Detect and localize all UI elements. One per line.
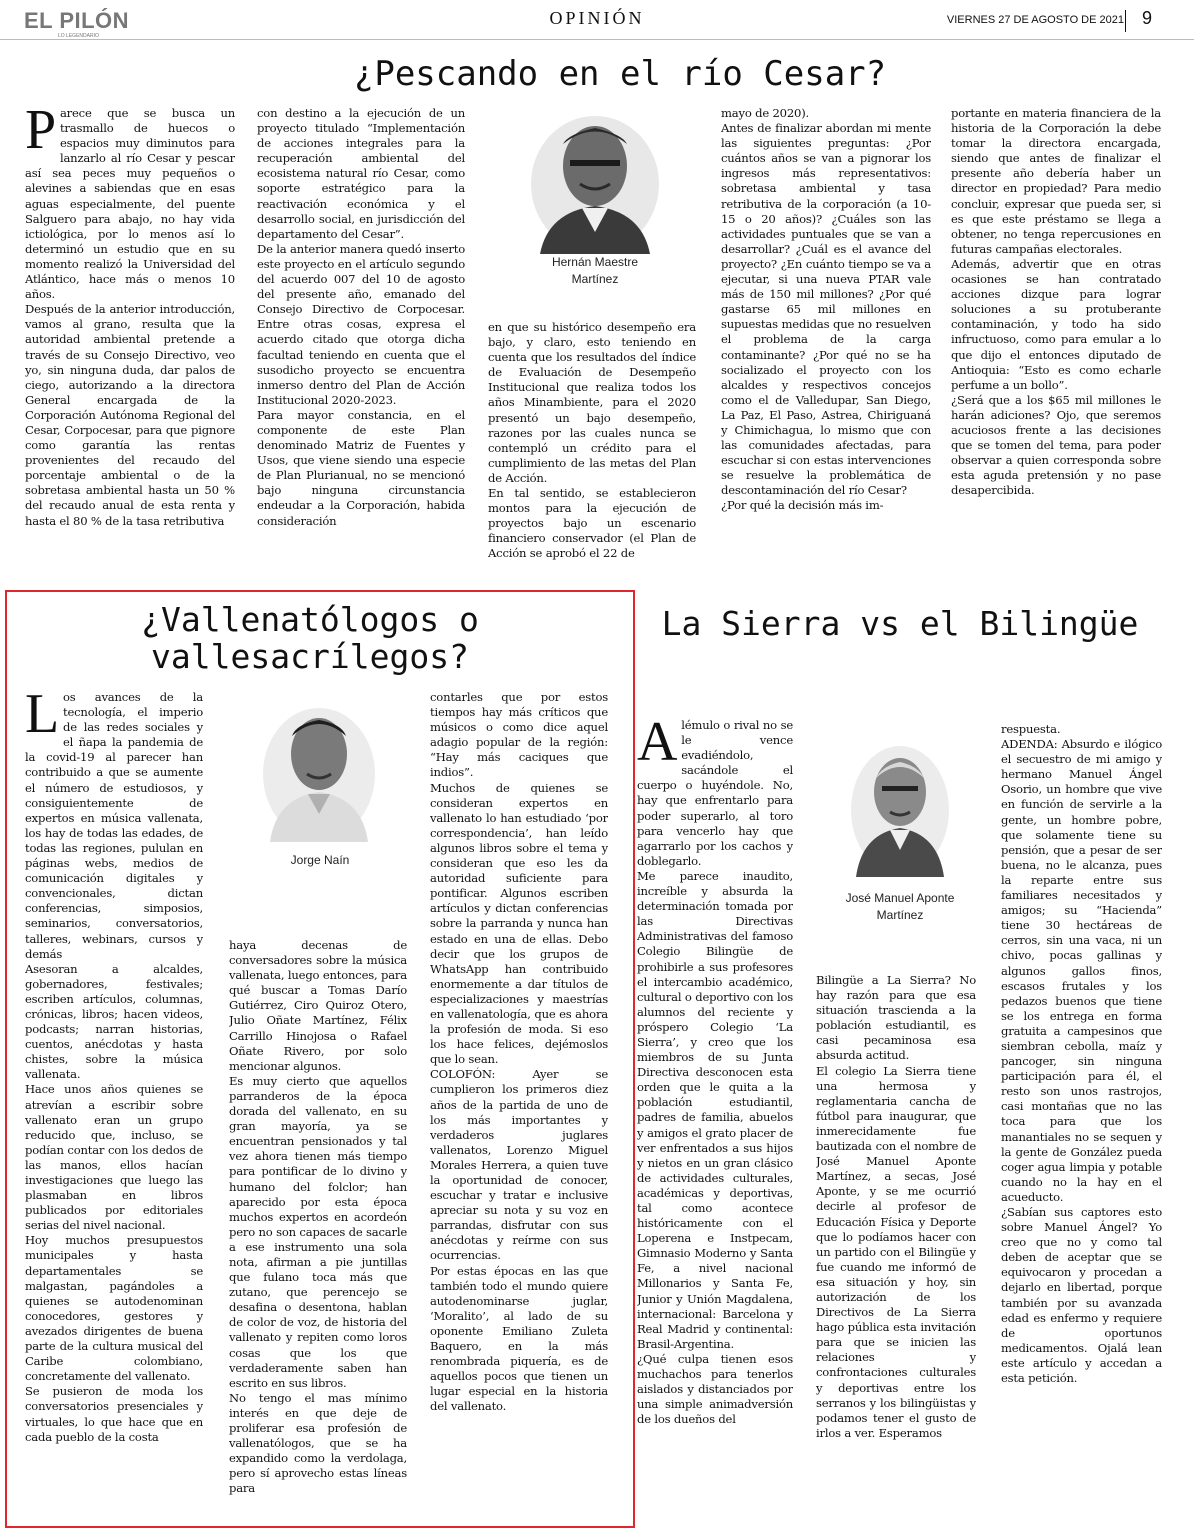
issue-date: VIERNES 27 DE AGOSTO DE 2021 [946,14,1124,26]
article1-body: arece que se busca un trasmallo de huecos o espacios muy diminutos para lanzarlo al río Cesar y pescar así sea peces muy pequeños o alevines a sabiendas que en esas aguas especialmente, del puente Salguero para abajo, no hay vida ictiológica, por lo menos así lo determinó un estudio que en su momento realizó la Universidad del Atlántico, hace más o menos 10 años. Después de la anterior introducción, vamos al grano, resulta que la autoridad ambiental pretende a través de su Consejo Directivo, veo yo, sin ninguna duda, dar palos de ciego, autorizando a la directora General encargada de la Corporación Autónoma Regional del Cesar, Corpocesar, para que pignore como garantía las rentas provenientes del recaudo del porcentaje ambiental o de la sobretasa ambiental hasta un 50 % del recaudo anual de esta renta y hasta el 80 % de la tasa retributiva [25,106,235,528]
dropcap: L [25,690,60,745]
masthead [0,0,1194,40]
article1-column-1 [25,106,235,586]
header-divider [1125,10,1126,32]
dropcap: P [25,106,56,161]
article1-column-4: mayo de 2020). Antes de finalizar abordan mi mente las siguientes preguntas: ¿Por cuántos años se van a pignorar los ingresos más representativos: sobretasa ambiental y tasa retributiva de la corporación (a 10-15 o 20 años)? ¿Cuáles son las actividades puntuales que se van a desarrollar? ¿Cuál es el avance del proyecto? ¿En cuánto tiempo se va a ejecutar, si una nueva PTAR vale más de 150 mil millones? ¿Por qué gastarse 65 mil millones en supuestas medidas que no resuelven el problema de la carga contaminante? ¿Por qué no se ha socializado el proyecto con los alcaldes y respectivos concejos como el de Valledupar, San Diego, La Paz, El Paso, Astrea, Chiriguaná y Chimichagua, lo mismo que con las comunidades afectadas, para escuchar si con estas intervenciones se resuelve la problemática de descontaminación del río Cesar? ¿Por qué la decisión más im- [721,106,931,513]
author-photo-jorge-nain [262,702,377,842]
article1-column-2: con destino a la ejecución de un proyecto titulado “Implementación de acciones integrales para la recuperación ambiental del ecosistema natural río Cesar, como soporte estratégico para la reactivación económica y el desarrollo social, en jurisdicción del departamento del Cesar”. De la anterior manera quedó inserto este proyecto en el artículo segundo del acuerdo 007 del 10 de agosto del presente año, emanado del Consejo Directivo de Corpocesar. Entre otras cosas, expresa el acuerdo citado que otorga dicha facultad teniendo en cuenta que el susodicho proyecto se encuentra inmerso dentro del Plan de Acción Institucional 2020-2023. Para mayor constancia, en el componente de este Plan denominado Matriz de Fuentes y Usos, que viene siendo una especie de Plan Plurianual, no se mencionó bajo ninguna circunstancia endeudar a la Corporación, habida consideración [257,106,465,528]
article-title-la-sierra: La Sierra vs el Bilingüe [661,604,1139,643]
author-photo-hernan-maestre [530,104,660,254]
section-name: OPINIÓN [549,8,645,28]
article1-column-3: en que su histórico desempeño era bajo, y claro, esto teniendo en cuenta que los resultados del índice de Evaluación de Desempeño Institucional que realiza todos los años Minambiente, para el 2020 presentó un bajo desempeño, razones por las cuales nunca se contempló un crédito para el cumplimiento de las metas del Plan de Acción. En tal sentido, se establecieron montos para la ejecución de proyectos bajo un escenario financiero conservador (el Plan de Acción se aprobó el 22 de [488,320,696,561]
author-caption-jorge-nain: Jorge Naín [290,853,350,867]
article2-column-2: haya decenas de conversadores sobre la música vallenata, luego entonces, para qué buscar a Tomas Darío Gutiérrez, Ciro Quiroz Otero, Julio Oñate Martínez, Félix Carrillo Hinojosa o Rafael Oñate Rivero, por solo mencionar algunos. Es muy cierto que aquellos parranderos de la época dorada del vallenato, en su gran mayoría, ya se encuentran pensionados y tal vez ahora tienen más tiempo para pontificar de lo divino y humano del folclor; han aparecido por esta época muchos expertos en acordeón pero no son capaces de sacarle a ese instrumento una sola nota, afirman a pie juntillas que fulano toca más que zutano, que perencejo se desafina o desentona, hablan de color de voz, de historia del vallenato y repiten como loros cosas que los que verdaderamente saben han escrito en sus libros. No tengo el mas mínimo interés en que deje de proliferar esa profesión de vallenatólogos, que se ha expandido como la verdolaga, pero sí aprovecho estas líneas para [229,938,407,1496]
article-title-pescando: ¿Pescando en el río Cesar? [353,54,887,94]
dropcap: A [637,718,678,773]
article3-column-1 [637,718,793,1502]
article1-column-5: portante en materia financiera de la historia de la Corporación la debe tomar la directora encargada, siendo que antes de finalizar el presente año debería haber un director en propiedad? Para medio concluir, expresar que pueda ser, si es que este préstamo se llega a obtener, no tenga repercusiones en futuras campañas electorales. Además, advertir que en otras ocasiones se han contratado acciones dizque para lograr soluciones a su protuberante contaminación, y todo ha sido infructuoso, como para emular a lo que dijo el entonces diputado de Antioquia: “Esto es como echarle perfume a un bollo”. ¿Será que a los $65 mil millones le harán adiciones? Ojo, que seremos acuciosos frente a las decisiones que se tomen del tema, para poder observar a quien corresponda sobre esta aguda pretensión y no pase desapercibida. [951,106,1161,498]
page-number: 9 [1142,8,1153,28]
article3-column-3: respuesta. ADENDA: Absurdo e ilógico el secuestro de mi amigo y hermano Manuel Ángel Osorio, un hombre que vive en función de servirle a la gente, un hombre pobre, que solamente tiene su pensión, que a pesar de ser buena, no le alcanza, pues la reparte entre sus familiares necesitados y amigos; su “Hacienda” tiene 30 hectáreas de cerros, sin una vaca, ni un chivo, pocas gallinas y algunos gallos finos, escasos frutales y los pedazos buenos que tiene se los entrega en forma gratuita a campesinos que siembran cebolla, maíz y pancoger, sin ninguna participación para él, el resto son unos rastrojos, casi montañas que no las toca para que los manantiales no se sequen y la gente de González pueda coger agua limpia y potable cuando no la hay en el acueducto. ¿Sabían sus captores esto sobre Manuel Ángel? Yo creo que no y como tal deben de aceptar que se equivocaron y procedan a dejarlo en libertad, porque también por su avanzada edad es enfermo y requiere de oportunos medicamentos. Ojalá lean este artículo y accedan a esta petición. [1001,722,1162,1386]
article2-body: os avances de la tecnología, el imperio de las redes sociales y el ñapa la pandemia de la covid-19 al parecer han contribuido a que se aumente el número de estudiosos, y consiguientemente de expertos en música vallenata, los hay de todas las edades, de todas las regiones, pululan en páginas webs, medios de comunicación digitales y convencionales, dictan conferencias, simposios, seminarios, conversatorios, talleres, webinars, cursos y demás Asesoran a alcaldes, gobernadores, festivales; escriben artículos, columnas, crónicas, libros; hacen videos, podcasts; narran historias, cuentos, anécdotas y hasta chistes, sobre la música vallenata. Hace unos años quienes se atrevían a escribir sobre vallenato eran un grupo reducido que, incluso, se podían contar con los dedos de las manos, ellos hacían investigaciones que luego las plasmaban en libros publicados por editoriales serias del nivel nacional. Hoy muchos presupuestos municipales y hasta departamentales se malgastan, pagándoles a quienes se autodenominan conocedores, gestores y avezados dirigentes de buena parte de la cultura musical del Caribe colombiano, concretamente del vallenato. Se pusieron de moda los conversatorios presenciales y virtuales, lo que hace que en cada pueblo de la costa [25,690,203,1444]
newspaper-logo[interactable]: EL PILÓN [24,8,130,33]
article3-body: lémulo o rival no se le vence evadiéndolo, sacándole el cuerpo o huyéndole. No, hay que enfrentarlo para poder superarlo, al toro para vencerlo hay que agarrarlo por los cachos y doblegarlo. Me parece inaudito, increíble y absurda la determinación tomada por las Directivas Administrativas del famoso Colegio Bilingüe de prohibirle a sus profesores el intercambio académico, cultural o deportivo con los alumnos del reciente y próspero Colegio ‘La Sierra’, y creo que los miembros de su Junta Directiva desconocen esta orden que le quita a la población estudiantil, padres de familia, abuelos y amigos el grato placer de ver enfrentados a sus hijos y nietos en un gran clásico de actividades culturales, académicas y deportivas, tal como acontece históricamente con el Loperena e Instpecam, Gimnasio Moderno y Santa Fe, a nivel nacional Millonarios y Santa Fe, Junior y Unión Magdalena, internacional: Barcelona y Real Madrid y continental: Brasil-Argentina. ¿Qué culpa tienen esos muchachos para tenerlos aislados y distanciados por una simple animadversión de los dueños del [637,718,793,1427]
article2-column-1 [25,690,203,1502]
author-caption-hernan-maestre: Hernán Maestre Martínez [551,255,639,286]
author-photo-jose-manuel-aponte [850,742,950,877]
author-caption-jose-manuel-aponte: José Manuel Aponte Martínez [845,891,955,922]
article-title-vallenatologos: ¿Vallenatólogos o vallesacrílegos? [141,600,479,676]
newspaper-logo-tagline: LO LEGENDARIO [58,33,99,39]
article2-column-3: contarles que por estos tiempos hay más críticos que músicos o como dice aquel adagio popular de la región: “Hay más caciques que indios”. Muchos de quienes se consideran expertos en vallenato lo han estudiado ‘por correspondencia’, han leído algunos libros sobre el tema y consideran que eso les da autoridad suficiente para pontificar. Algunos escriben artículos y dictan conferencias sobre la parranda y nunca han estado en una de ellas. Debo decir que los grupos de WhatsApp han contribuido enormemente a dar títulos de especializaciones y maestrías en vallenatología, que es ahora la profesión de moda. Si eso los hace felices, dejémoslos que lo sean. COLOFÓN: Ayer se cumplieron los primeros diez años de la partida de uno de los más importantes y verdaderos juglares vallenatos, Lorenzo Miguel Morales Herrera, a quien tuve la oportunidad de conocer, escuchar y tratar e inclusive apreciar su nota y su voz en parrandas, disfrutar con sus anécdotas y reírme con sus ocurrencias. Por estas épocas en las que también todo el mundo quiere autodenominarse juglar, ‘Moralito’, al lado de su oponente Emiliano Zuleta Baquero, en la más renombrada piquería, es de aquellos pocos que tienen un lugar especial en la historia del vallenato. [430,690,608,1414]
article3-column-2: Bilingüe a La Sierra? No hay razón para que esa situación trascienda a la población estudiantil, es casi pecaminosa esa absurda actitud. El colegio La Sierra tiene una hermosa y reglamentaria cancha de fútbol para inaugurar, que inmerecidamente fue bautizada con el nombre de José Manuel Aponte Martínez, a secas, José Aponte, y se me ocurrió decirle al profesor de Educación Física y Deporte que lo podíamos hacer con un partido con el Bilingüe y fue cuando me informó de esa situación y hoy, sin autorización de los Directivos de La Sierra hago pública esta invitación para que se inicien las relaciones y confrontaciones culturales y deportivas entre los serranos y los bilingüistas y podamos tener el gusto de irlos a ver. Esperamos [816,973,976,1440]
